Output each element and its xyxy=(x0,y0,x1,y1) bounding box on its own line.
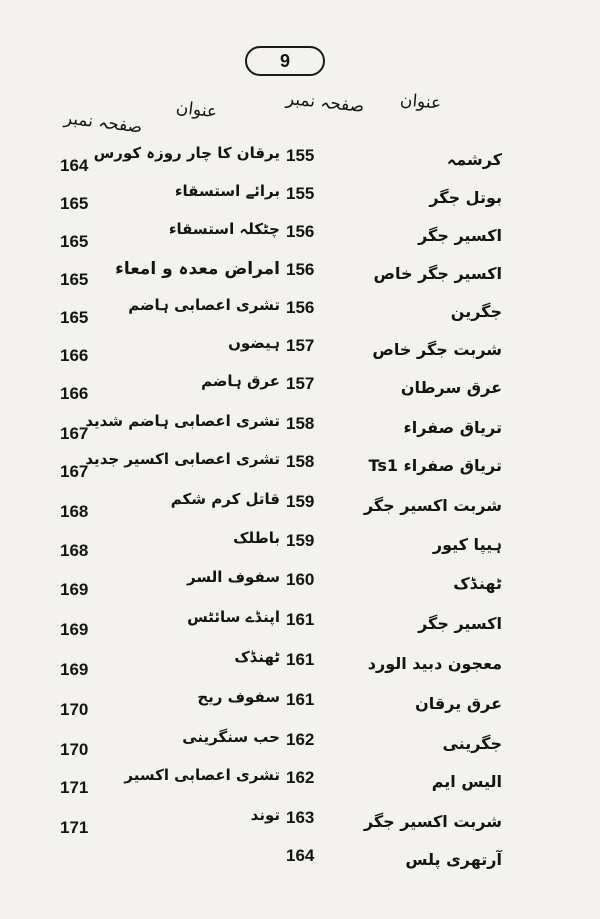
left-page-number: 166 xyxy=(60,346,89,365)
mid-page-number: 163 xyxy=(286,808,315,827)
page-number: 9 xyxy=(279,50,290,71)
table-row xyxy=(0,332,600,366)
right-title: عرق سرطان xyxy=(400,378,502,397)
mid-page-number: 161 xyxy=(286,610,315,629)
mid-page-number: 158 xyxy=(286,452,315,471)
right-title: اکسیر جگر خاص xyxy=(373,264,502,283)
right-title: ہیپا کیور xyxy=(432,535,502,554)
right-title: الیس ایم xyxy=(431,772,502,791)
table-row xyxy=(0,180,600,214)
mid-page-number: 161 xyxy=(286,650,315,669)
right-title: جگرینی xyxy=(442,734,502,753)
table-row xyxy=(0,686,600,720)
mid-page-number: 156 xyxy=(286,260,315,279)
mid-page-number: 159 xyxy=(286,531,315,550)
right-title: تریاق صفراء xyxy=(403,418,502,437)
mid-title: ٹھنڈک xyxy=(234,648,280,666)
mid-title: باطلک xyxy=(233,529,280,547)
table-row xyxy=(0,488,600,522)
table-row xyxy=(0,294,600,328)
table-row xyxy=(0,410,600,444)
table-row xyxy=(0,370,600,404)
right-title: معجون دبید الورد xyxy=(367,654,502,673)
header-title-mid: عنوان xyxy=(174,97,219,123)
left-page-number: 165 xyxy=(60,232,89,251)
left-page-number: 167 xyxy=(60,424,89,443)
right-title: اکسیر جگر xyxy=(418,614,502,633)
table-row xyxy=(0,842,600,876)
left-page-number: 164 xyxy=(60,156,89,175)
table-row xyxy=(0,646,600,680)
mid-title: تشری اعصابی ہاضم xyxy=(128,296,280,314)
left-page-number: 166 xyxy=(60,384,89,403)
right-title: شربت اکسیر جگر xyxy=(363,496,502,515)
mid-page-number: 164 xyxy=(286,846,315,865)
page-number-badge xyxy=(245,46,325,76)
mid-page-number: 160 xyxy=(286,570,315,589)
mid-page-number: 157 xyxy=(286,374,315,393)
mid-title: تشری اعصابی اکسیر جدید xyxy=(85,450,280,468)
left-page-number: 170 xyxy=(60,740,89,759)
table-row xyxy=(0,218,600,252)
mid-title: چٹکلہ استسقاء xyxy=(168,220,280,238)
mid-title: سفوف ریح xyxy=(197,688,280,706)
mid-page-number: 162 xyxy=(286,730,315,749)
table-row xyxy=(0,606,600,640)
mid-title: سفوف السر xyxy=(187,568,280,586)
header-title-right: عنوان xyxy=(399,90,443,114)
table-row xyxy=(0,726,600,760)
left-page-number: 169 xyxy=(60,580,89,599)
table-row xyxy=(0,804,600,838)
left-page-number: 165 xyxy=(60,308,89,327)
right-title: آرتھری پلس xyxy=(405,850,502,869)
mid-title: تشری اعصابی ہاضم شدید xyxy=(85,412,280,430)
mid-page-number: 155 xyxy=(286,184,315,203)
left-page-number: 165 xyxy=(60,270,89,289)
left-page-number: 169 xyxy=(60,660,89,679)
table-row xyxy=(0,448,600,482)
right-title: شربت اکسیر جگر xyxy=(363,812,502,831)
left-page-number: 168 xyxy=(60,541,89,560)
right-title: ٹھنڈک xyxy=(453,574,502,593)
left-page-number: 171 xyxy=(60,818,89,837)
mid-page-number: 161 xyxy=(286,690,315,709)
mid-title: عرق ہاضم xyxy=(201,372,280,390)
right-title: جگرین xyxy=(450,302,502,321)
header-page-left: صفحہ نمبر xyxy=(63,108,144,138)
section-heading: امراض معدہ و امعاء xyxy=(115,259,280,279)
left-page-number: 171 xyxy=(60,778,89,797)
table-row xyxy=(0,566,600,600)
right-title: بوتل جگر xyxy=(429,188,502,207)
mid-title: قاتل کرم شکم xyxy=(170,490,280,508)
mid-title: اپنڈے سائٹس xyxy=(187,608,280,626)
header-page-mid: صفحہ نمبر xyxy=(285,88,366,118)
mid-title: برائے استسقاء xyxy=(174,182,280,200)
table-row xyxy=(0,764,600,798)
mid-page-number: 156 xyxy=(286,222,315,241)
left-page-number: 167 xyxy=(60,462,89,481)
right-title: عرق یرقان xyxy=(415,694,502,713)
mid-page-number: 159 xyxy=(286,492,315,511)
mid-title: حب سنگرینی xyxy=(182,728,280,746)
right-title: کرشمہ xyxy=(446,150,502,169)
left-page-number: 169 xyxy=(60,620,89,639)
table-row xyxy=(0,256,600,290)
table-row xyxy=(0,527,600,561)
mid-page-number: 155 xyxy=(286,146,315,165)
mid-page-number: 158 xyxy=(286,414,315,433)
right-title: اکسیر جگر xyxy=(418,226,502,245)
mid-title: تشری اعصابی اکسیر xyxy=(124,766,280,784)
mid-page-number: 156 xyxy=(286,298,315,317)
right-title: تریاق صفراء Ts1 xyxy=(368,456,502,475)
mid-title: یرقان کا چار روزہ کورس xyxy=(93,144,280,162)
mid-title: ہیضوں xyxy=(228,334,280,352)
left-page-number: 168 xyxy=(60,502,89,521)
mid-page-number: 157 xyxy=(286,336,315,355)
right-title: شربت جگر خاص xyxy=(372,340,502,359)
mid-title: توند xyxy=(250,806,280,824)
left-page-number: 165 xyxy=(60,194,89,213)
table-row xyxy=(0,142,600,176)
mid-page-number: 162 xyxy=(286,768,315,787)
left-page-number: 170 xyxy=(60,700,89,719)
